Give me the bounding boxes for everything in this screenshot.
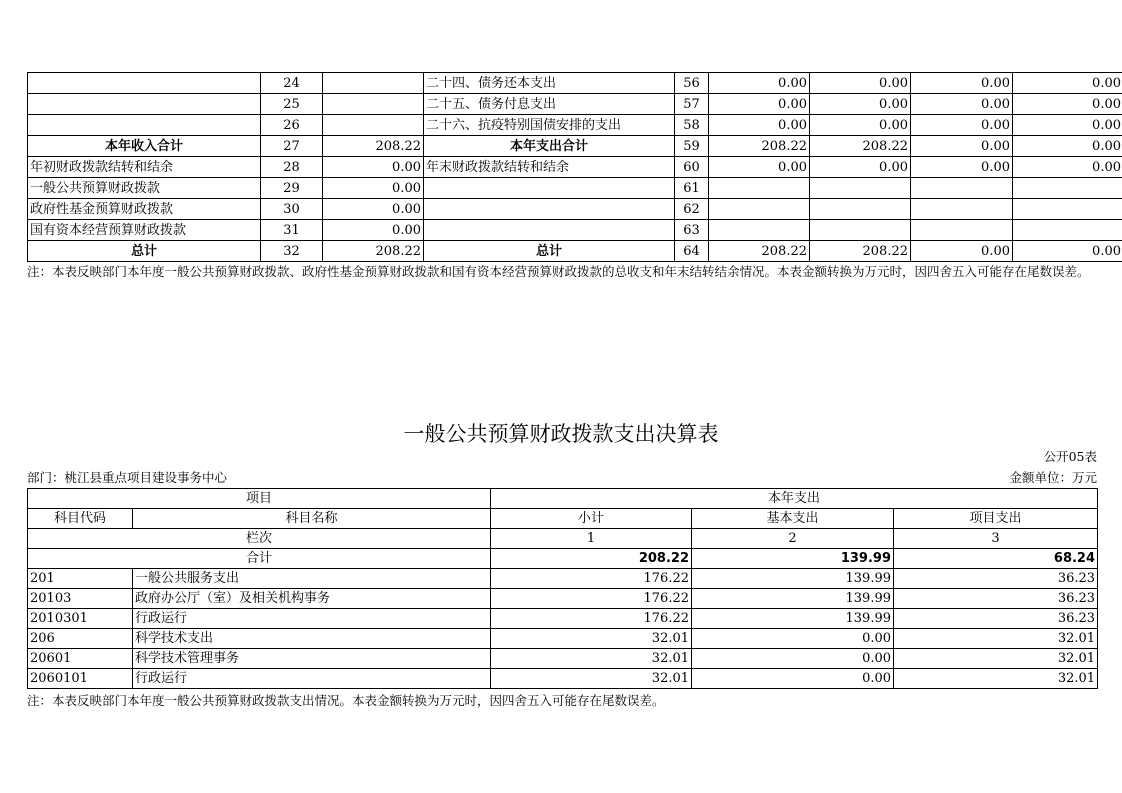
right-label: 年末财政拨款结转和结余 — [424, 157, 675, 178]
left-label: 政府性基金预算财政拨款 — [28, 199, 261, 220]
amount-col-4: 0.00 — [1013, 94, 1122, 115]
amount-col-4 — [1013, 220, 1122, 241]
right-line-no: 62 — [675, 199, 709, 220]
subtotal: 32.01 — [491, 649, 692, 669]
total-label: 合计 — [28, 549, 491, 569]
amount-col-2: 0.00 — [810, 115, 911, 136]
right-line-no: 57 — [675, 94, 709, 115]
right-line-no: 56 — [675, 73, 709, 94]
left-line-no: 27 — [261, 136, 323, 157]
amount-col-3 — [911, 178, 1013, 199]
right-label — [424, 199, 675, 220]
left-amount: 0.00 — [323, 199, 424, 220]
amount-col-1: 0.00 — [709, 73, 810, 94]
amount-unit-label: 金额单位：万元 — [1009, 470, 1097, 485]
left-amount: 0.00 — [323, 157, 424, 178]
basic-expenditure: 139.99 — [692, 589, 894, 609]
project-expenditure: 36.23 — [894, 589, 1098, 609]
amount-col-2: 0.00 — [810, 73, 911, 94]
amount-col-4: 0.00 — [1013, 157, 1122, 178]
amount-col-2 — [810, 178, 911, 199]
right-line-no: 63 — [675, 220, 709, 241]
amount-col-4 — [1013, 178, 1122, 199]
header-row-3 — [28, 529, 1098, 549]
amount-col-3: 0.00 — [911, 73, 1013, 94]
subject-name: 科学技术管理事务 — [133, 649, 491, 669]
amount-col-1 — [709, 199, 810, 220]
project-expenditure: 32.01 — [894, 629, 1098, 649]
subtotal: 32.01 — [491, 669, 692, 689]
amount-col-4: 0.00 — [1013, 73, 1122, 94]
amount-col-2: 208.22 — [810, 136, 911, 157]
amount-col-1: 0.00 — [709, 157, 810, 178]
amount-col-4 — [1013, 199, 1122, 220]
left-label: 一般公共预算财政拨款 — [28, 178, 261, 199]
right-line-no: 58 — [675, 115, 709, 136]
left-label: 年初财政拨款结转和结余 — [28, 157, 261, 178]
amount-col-2: 0.00 — [810, 157, 911, 178]
right-label — [424, 178, 675, 199]
header-col3: 3 — [894, 529, 1098, 549]
amount-col-1: 208.22 — [709, 136, 810, 157]
amount-col-3: 0.00 — [911, 136, 1013, 157]
subtotal: 176.22 — [491, 569, 692, 589]
left-label — [28, 73, 261, 94]
left-label: 国有资本经营预算财政拨款 — [28, 220, 261, 241]
amount-col-2: 0.00 — [810, 94, 911, 115]
page-title: 一般公共预算财政拨款支出决算表 — [403, 422, 719, 446]
project-expenditure: 36.23 — [894, 569, 1098, 589]
right-line-no: 59 — [675, 136, 709, 157]
basic-expenditure: 0.00 — [692, 649, 894, 669]
total-row — [28, 549, 1098, 569]
right-label: 二十六、抗疫特别国债安排的支出 — [424, 115, 675, 136]
project-expenditure: 32.01 — [894, 669, 1098, 689]
header-subtotal: 小计 — [491, 509, 692, 529]
left-label: 总计 — [28, 241, 261, 262]
form-code: 公开05表 — [1043, 449, 1097, 464]
amount-col-1: 0.00 — [709, 94, 810, 115]
left-line-no: 29 — [261, 178, 323, 199]
subject-code: 206 — [28, 629, 133, 649]
basic-expenditure: 139.99 — [692, 609, 894, 629]
project-expenditure: 36.23 — [894, 609, 1098, 629]
header-this-year: 本年支出 — [491, 489, 1098, 509]
left-amount — [323, 115, 424, 136]
header-col2: 2 — [692, 529, 894, 549]
table-row — [28, 157, 1122, 178]
amount-col-2 — [810, 220, 911, 241]
left-amount: 208.22 — [323, 136, 424, 157]
header-basic: 基本支出 — [692, 509, 894, 529]
table-row — [28, 115, 1122, 136]
table-row — [28, 94, 1122, 115]
amount-col-2 — [810, 199, 911, 220]
table-row — [28, 199, 1122, 220]
table-row — [28, 609, 1098, 629]
amount-col-3 — [911, 199, 1013, 220]
right-line-no: 64 — [675, 241, 709, 262]
header-row-1 — [28, 489, 1098, 509]
header-item: 项目 — [28, 489, 491, 509]
amount-col-1: 0.00 — [709, 115, 810, 136]
subject-name: 政府办公厅（室）及相关机构事务 — [133, 589, 491, 609]
header-project: 项目支出 — [894, 509, 1098, 529]
table-row — [28, 136, 1122, 157]
right-line-no: 61 — [675, 178, 709, 199]
subject-code: 2060101 — [28, 669, 133, 689]
left-amount: 0.00 — [323, 178, 424, 199]
department-label: 部门：桃江县重点项目建设事务中心 — [27, 470, 228, 485]
subject-name: 行政运行 — [133, 669, 491, 689]
table-row — [28, 589, 1098, 609]
left-line-no: 25 — [261, 94, 323, 115]
left-line-no: 26 — [261, 115, 323, 136]
amount-col-3: 0.00 — [911, 94, 1013, 115]
summary-table-body — [28, 73, 1122, 262]
table-row — [28, 669, 1098, 689]
project-expenditure: 32.01 — [894, 649, 1098, 669]
subtotal: 32.01 — [491, 629, 692, 649]
table-row — [28, 178, 1122, 199]
amount-col-3: 0.00 — [911, 115, 1013, 136]
left-label — [28, 94, 261, 115]
left-line-no: 30 — [261, 199, 323, 220]
amount-col-4: 0.00 — [1013, 241, 1122, 262]
total-project: 68.24 — [894, 549, 1098, 569]
left-line-no: 28 — [261, 157, 323, 178]
left-amount: 0.00 — [323, 220, 424, 241]
right-label: 本年支出合计 — [424, 136, 675, 157]
amount-col-3 — [911, 220, 1013, 241]
left-line-no: 32 — [261, 241, 323, 262]
amount-col-4: 0.00 — [1013, 115, 1122, 136]
header-code: 科目代码 — [28, 509, 133, 529]
left-label — [28, 115, 261, 136]
header-col1: 1 — [491, 529, 692, 549]
amount-col-1: 208.22 — [709, 241, 810, 262]
subtotal: 176.22 — [491, 589, 692, 609]
table-row — [28, 241, 1122, 262]
left-amount — [323, 73, 424, 94]
income-expenditure-summary-table — [27, 72, 1122, 262]
right-label: 总计 — [424, 241, 675, 262]
header-row-2 — [28, 509, 1098, 529]
right-label — [424, 220, 675, 241]
right-label: 二十四、债务还本支出 — [424, 73, 675, 94]
subject-name: 科学技术支出 — [133, 629, 491, 649]
right-line-no: 60 — [675, 157, 709, 178]
table-row — [28, 220, 1122, 241]
left-label: 本年收入合计 — [28, 136, 261, 157]
subject-code: 20601 — [28, 649, 133, 669]
subject-name: 行政运行 — [133, 609, 491, 629]
header-column-no: 栏次 — [28, 529, 491, 549]
amount-col-1 — [709, 220, 810, 241]
right-label: 二十五、债务付息支出 — [424, 94, 675, 115]
basic-expenditure: 139.99 — [692, 569, 894, 589]
table-row — [28, 649, 1098, 669]
total-subtotal: 208.22 — [491, 549, 692, 569]
subject-code: 201 — [28, 569, 133, 589]
summary-table-note: 注：本表反映部门本年度一般公共预算财政拨款、政府性基金预算财政拨款和国有资本经营预算财政拨款的总收支和年末结转结余情况。本表金额转换为万元时，因四舍五入可能存在尾数误差。 — [27, 264, 1090, 279]
table-row — [28, 73, 1122, 94]
left-amount — [323, 94, 424, 115]
left-amount: 208.22 — [323, 241, 424, 262]
expenditure-table-note: 注：本表反映部门本年度一般公共预算财政拨款支出情况。本表金额转换为万元时，因四舍五入可能存在尾数误差。 — [27, 693, 665, 708]
left-line-no: 24 — [261, 73, 323, 94]
basic-expenditure: 0.00 — [692, 669, 894, 689]
amount-col-1 — [709, 178, 810, 199]
subject-code: 2010301 — [28, 609, 133, 629]
table-row — [28, 569, 1098, 589]
left-line-no: 31 — [261, 220, 323, 241]
amount-col-3: 0.00 — [911, 241, 1013, 262]
subject-code: 20103 — [28, 589, 133, 609]
total-basic: 139.99 — [692, 549, 894, 569]
subtotal: 176.22 — [491, 609, 692, 629]
table-row — [28, 629, 1098, 649]
amount-col-3: 0.00 — [911, 157, 1013, 178]
basic-expenditure: 0.00 — [692, 629, 894, 649]
amount-col-2: 208.22 — [810, 241, 911, 262]
expenditure-table-body — [28, 569, 1098, 689]
header-name: 科目名称 — [133, 509, 491, 529]
subject-name: 一般公共服务支出 — [133, 569, 491, 589]
general-budget-expenditure-table — [27, 488, 1098, 689]
amount-col-4: 0.00 — [1013, 136, 1122, 157]
